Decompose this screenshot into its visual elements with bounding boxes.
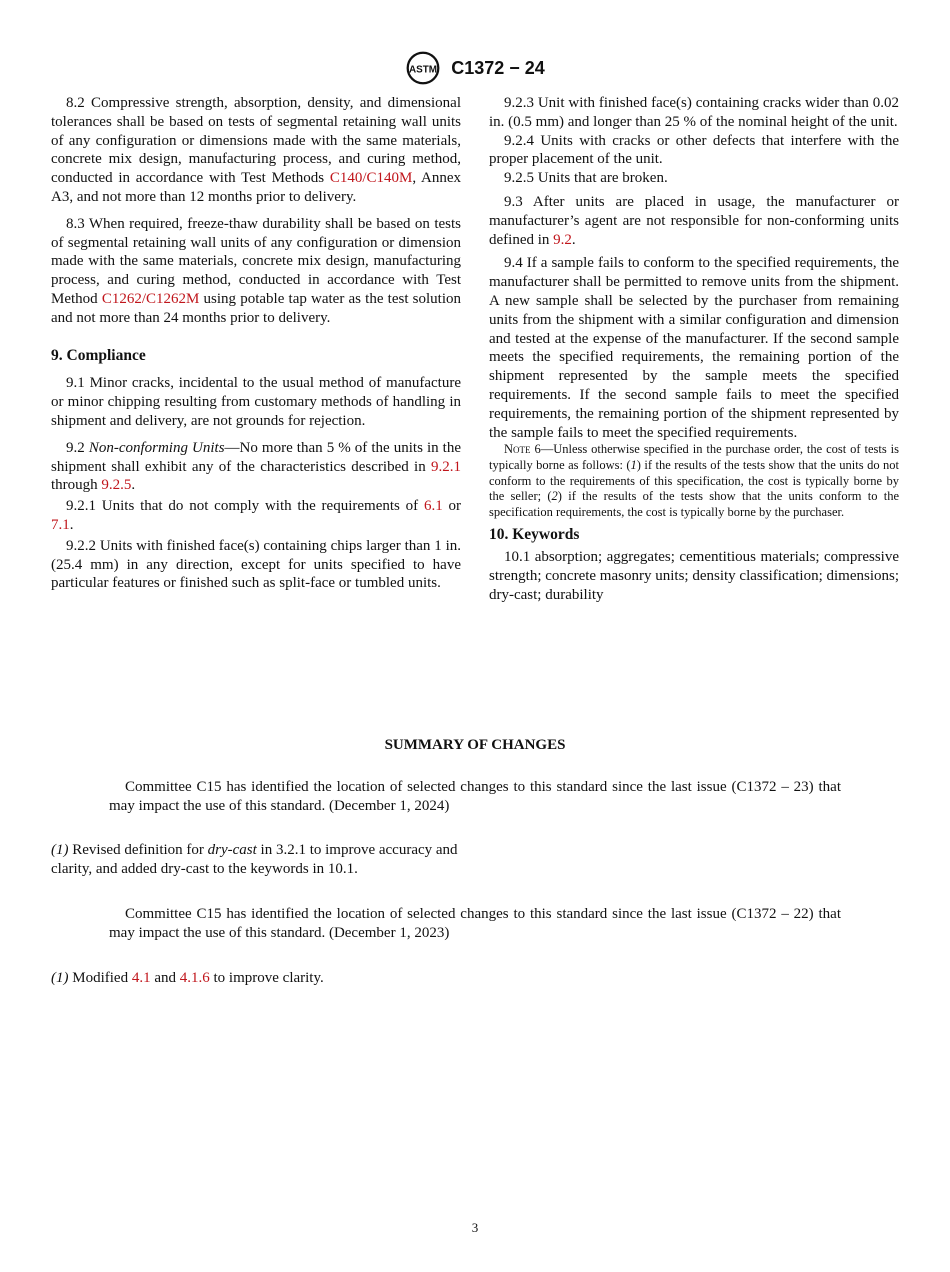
summary-of-changes-title: SUMMARY OF CHANGES [384,737,566,753]
link-9-2-1[interactable]: 9.2.1 [431,458,461,475]
document-id: C1372 − 24 [451,57,545,78]
right-column [489,94,899,605]
paragraph-8-3: 8.3 When required, freeze-thaw durability shall be based on tests of segmental retaining wall units of any configuration or dimension made with the same materials, concrete mix design, manufacturing process, and curing method, conducted in accordance with Test Method C1262/C1262M using potable tap water as the test solution and not more than 24 months prior to delivery. [51,215,462,326]
paragraph-9-4: 9.4 If a sample fails to conform to the specified requirements, the manufacturer shall be permitted to remove units from the shipment. A new sample shall be selected by the purchaser from remaining units from the shipment with a similar configuration and dimension and tested at the expense of the manufacturer. If the second sample meets the specified requirements, the remaining portion of the shipment represented by the sample meets the specified requirements. If the second sample fails to meet the specified requirements, the remaining portion of the shipment represented by the sample fails to meet the specified requirements. [489,255,899,441]
link-9-2[interactable]: 9.2 [553,231,572,248]
astm-logo-icon [405,50,441,86]
summary-intro-2024: Committee C15 has identified the location of selected changes to this standard since the last issue (C1372 – 23) that may impact the use of this standard. (December 1, 2024) [109,779,841,814]
paragraph-10-1: 10.1 absorption; aggregates; cementitious materials; compressive strength; concrete masonry units; density classification; dimensions; dry-cast; durability [489,549,899,603]
section-heading-keywords: 10. Keywords [489,526,580,544]
paragraph-9-2-2: 9.2.2 Units with finished face(s) containing chips larger than 1 in. (25.4 mm) in any direction, except for units specified to have particular features or finished such as split-face or tumbled units. [51,537,461,592]
link-9-2-5[interactable]: 9.2.5 [101,477,132,494]
paragraph-9-2-1: 9.2.1 Units that do not comply with the requirements of 6.1 or 7.1. [51,498,461,533]
paragraph-9-2: 9.2 Non-conforming Units—No more than 5 % of the units in the shipment shall exhibit any of the characteristics described in 9.2.1 through 9.2.5. [51,439,462,494]
paragraph-9-2-3: 9.2.3 Unit with finished face(s) containing cracks wider than 0.02 in. (0.5 mm) and longer than 25 % of the nominal height of the unit. [489,95,899,130]
link-c140[interactable]: C140/C140M [329,170,413,187]
summary-item-2024: (1) Revised definition for dry-cast in 3.2.1 to improve accuracy and clarity, and added dry-cast to the keywords in 10.1. [51,842,458,877]
svg-text:ASTM: ASTM [409,64,438,76]
paragraph-8-2: 8.2 Compressive strength, absorption, density, and dimensional tolerances shall be based on tests of segmental retaining wall units of any configuration or dimensions made with the same materials, concrete mix design, manufacturing process, and curing method, conducted in accordance with Test Methods C140/C140M, Annex A3, and not more than 12 months prior to delivery. [51,95,461,205]
paragraph-9-2-5: 9.2.5 Units that are broken. [504,170,668,187]
paragraph-9-1: 9.1 Minor cracks, incidental to the usual method of manufacture or minor chipping resulting from customary methods of handling in shipment and delivery, are not grounds for rejection. [51,375,461,429]
link-4-1-6[interactable]: 4.1.6 [179,970,210,986]
paragraph-9-3: 9.3 After units are placed in usage, the manufacturer or manufacturer’s agent are not responsible for non-conforming units defined in 9.2. [489,193,899,248]
summary-item-2023: (1) Modified 4.1 and 4.1.6 to improve clarity. [51,970,324,986]
link-7-1[interactable]: 7.1 [51,516,70,533]
page-number: 3 [471,1220,479,1235]
section-heading-compliance: 9. Compliance [51,346,146,364]
link-4-1[interactable]: 4.1 [131,970,151,986]
note-6: Note 6—Unless otherwise specified in the purchase order, the cost of tests is typically borne as follows: (1) if the results of the tests show that the units do not conform to the requirements of this specification, the cost is typically borne by the seller; (2) if the results of the tests show that the units conform to the specification requirements, the cost is typically borne by the purchaser. [489,442,899,519]
left-column [51,94,461,593]
link-c1262[interactable]: C1262/C1262M [101,290,200,307]
paragraph-9-2-4: 9.2.4 Units with cracks or other defects that interfere with the proper placement of the unit. [489,132,899,168]
summary-intro-2023: Committee C15 has identified the location of selected changes to this standard since the last issue (C1372 – 22) that may impact the use of this standard. (December 1, 2023) [109,906,841,941]
link-6-1[interactable]: 6.1 [423,498,443,515]
page-header [0,50,950,86]
